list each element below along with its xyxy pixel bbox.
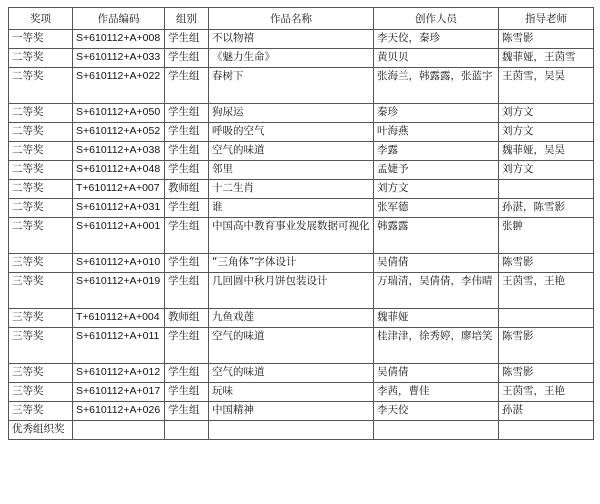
cell-title: 呼吸的空气 (209, 123, 374, 142)
cell-creators: 孟婕予 (374, 161, 499, 180)
cell-advisor: 孙湛，陈雪影 (499, 199, 594, 218)
cell-code: S+610112+A+008 (73, 30, 165, 49)
cell-award: 二等奖 (9, 123, 73, 142)
header-group: 组别 (165, 8, 209, 30)
cell-group: 学生组 (165, 199, 209, 218)
cell-award: 三等奖 (9, 273, 73, 309)
cell-advisor: 王茵雪，吴昊 (499, 68, 594, 104)
cell-advisor: 刘方文 (499, 104, 594, 123)
cell-creators: 李天佼 (374, 402, 499, 421)
cell-advisor: 魏菲娅，吴昊 (499, 142, 594, 161)
cell-group: 教师组 (165, 309, 209, 328)
cell-group: 学生组 (165, 218, 209, 254)
cell-advisor (499, 309, 594, 328)
cell-award: 二等奖 (9, 68, 73, 104)
header-creators: 创作人员 (374, 8, 499, 30)
cell-creators: 叶海燕 (374, 123, 499, 142)
cell-advisor: 陈雪影 (499, 30, 594, 49)
cell-code: S+610112+A+001 (73, 218, 165, 254)
header-advisor: 指导老师 (499, 8, 594, 30)
cell-code: S+610112+A+012 (73, 364, 165, 383)
cell-creators: 李天佼，秦珍 (374, 30, 499, 49)
table-row (9, 328, 594, 364)
table-row (9, 218, 594, 254)
cell-code: S+610112+A+026 (73, 402, 165, 421)
cell-creators: 万瑞清，吴倩倩，李伟晴 (374, 273, 499, 309)
cell-title: 九鱼戏莲 (209, 309, 374, 328)
header-code: 作品编码 (73, 8, 165, 30)
cell-creators: 黄贝贝 (374, 49, 499, 68)
cell-advisor: 王茵雪，王艳 (499, 273, 594, 309)
cell-advisor (499, 421, 594, 440)
cell-title: 十二生肖 (209, 180, 374, 199)
cell-code: S+610112+A+019 (73, 273, 165, 309)
cell-title: 玩味 (209, 383, 374, 402)
cell-award: 二等奖 (9, 104, 73, 123)
table-row (9, 68, 594, 104)
table-row (9, 254, 594, 273)
cell-award: 二等奖 (9, 49, 73, 68)
cell-advisor (499, 180, 594, 199)
header-row (9, 8, 594, 30)
cell-award: 三等奖 (9, 364, 73, 383)
cell-award: 三等奖 (9, 254, 73, 273)
table-row (9, 199, 594, 218)
table-row (9, 383, 594, 402)
cell-advisor: 孙湛 (499, 402, 594, 421)
cell-advisor: 王茵雪，王艳 (499, 383, 594, 402)
table-row (9, 123, 594, 142)
cell-award: 二等奖 (9, 218, 73, 254)
cell-title (209, 421, 374, 440)
cell-title: 空气的味道 (209, 142, 374, 161)
cell-group: 教师组 (165, 180, 209, 199)
awards-table (8, 7, 594, 440)
cell-group: 学生组 (165, 49, 209, 68)
cell-title: 不以物禧 (209, 30, 374, 49)
cell-group (165, 421, 209, 440)
cell-group: 学生组 (165, 364, 209, 383)
cell-creators: 张海兰，韩露露，张蓝宇 (374, 68, 499, 104)
cell-advisor: 刘方文 (499, 123, 594, 142)
cell-group: 学生组 (165, 30, 209, 49)
cell-title: 中国高中教育事业发展数据可视化 (209, 218, 374, 254)
cell-award: 三等奖 (9, 383, 73, 402)
cell-code: S+610112+A+052 (73, 123, 165, 142)
cell-creators: 韩露露 (374, 218, 499, 254)
cell-group: 学生组 (165, 273, 209, 309)
cell-group: 学生组 (165, 328, 209, 364)
table-row (9, 142, 594, 161)
cell-code: S+610112+A+031 (73, 199, 165, 218)
cell-code: S+610112+A+033 (73, 49, 165, 68)
cell-group: 学生组 (165, 68, 209, 104)
table-body (9, 30, 594, 440)
cell-code: S+610112+A+022 (73, 68, 165, 104)
cell-award: 优秀组织奖 (9, 421, 73, 440)
cell-group: 学生组 (165, 123, 209, 142)
cell-advisor: 陈雪影 (499, 364, 594, 383)
cell-creators: 李茜，曹佳 (374, 383, 499, 402)
cell-code: S+610112+A+010 (73, 254, 165, 273)
cell-award: 三等奖 (9, 309, 73, 328)
cell-advisor: 魏菲娅，王茵雪 (499, 49, 594, 68)
table-row (9, 402, 594, 421)
table-row (9, 161, 594, 180)
cell-title: 狗尿运 (209, 104, 374, 123)
cell-code: S+610112+A+050 (73, 104, 165, 123)
cell-creators (374, 421, 499, 440)
table-row (9, 49, 594, 68)
cell-group: 学生组 (165, 104, 209, 123)
cell-advisor: 陈雪影 (499, 254, 594, 273)
cell-creators: 桂津津，徐秀婷，廖培笑 (374, 328, 499, 364)
cell-code: S+610112+A+011 (73, 328, 165, 364)
cell-title: “三角体”字体设计 (209, 254, 374, 273)
cell-title: 《魅力生命》 (209, 49, 374, 68)
cell-code: S+610112+A+038 (73, 142, 165, 161)
cell-award: 一等奖 (9, 30, 73, 49)
cell-creators: 刘方文 (374, 180, 499, 199)
cell-award: 三等奖 (9, 402, 73, 421)
cell-award: 二等奖 (9, 199, 73, 218)
table-row (9, 180, 594, 199)
cell-award: 三等奖 (9, 328, 73, 364)
cell-title: 几回圆中秋月饼包装设计 (209, 273, 374, 309)
cell-title: 空气的味道 (209, 364, 374, 383)
cell-creators: 吴倩倩 (374, 254, 499, 273)
cell-code (73, 421, 165, 440)
cell-advisor: 刘方文 (499, 161, 594, 180)
cell-code: S+610112+A+017 (73, 383, 165, 402)
cell-code: T+610112+A+004 (73, 309, 165, 328)
cell-group: 学生组 (165, 142, 209, 161)
cell-title: 邻里 (209, 161, 374, 180)
cell-creators: 魏菲娅 (374, 309, 499, 328)
cell-code: T+610112+A+007 (73, 180, 165, 199)
header-title: 作品名称 (209, 8, 374, 30)
cell-title: 空气的味道 (209, 328, 374, 364)
cell-creators: 李露 (374, 142, 499, 161)
cell-title: 谁 (209, 199, 374, 218)
cell-award: 二等奖 (9, 142, 73, 161)
cell-group: 学生组 (165, 383, 209, 402)
cell-creators: 秦珍 (374, 104, 499, 123)
table-row (9, 364, 594, 383)
cell-advisor: 张翀 (499, 218, 594, 254)
cell-award: 二等奖 (9, 161, 73, 180)
cell-group: 学生组 (165, 161, 209, 180)
cell-award: 二等奖 (9, 180, 73, 199)
table-row (9, 421, 594, 440)
table-row (9, 30, 594, 49)
cell-group: 学生组 (165, 402, 209, 421)
cell-title: 春树下 (209, 68, 374, 104)
cell-title: 中国精神 (209, 402, 374, 421)
table-row (9, 309, 594, 328)
table-row (9, 273, 594, 309)
cell-advisor: 陈雪影 (499, 328, 594, 364)
table-row (9, 104, 594, 123)
cell-group: 学生组 (165, 254, 209, 273)
header-award: 奖项 (9, 8, 73, 30)
cell-creators: 吴倩倩 (374, 364, 499, 383)
cell-code: S+610112+A+048 (73, 161, 165, 180)
cell-creators: 张军德 (374, 199, 499, 218)
